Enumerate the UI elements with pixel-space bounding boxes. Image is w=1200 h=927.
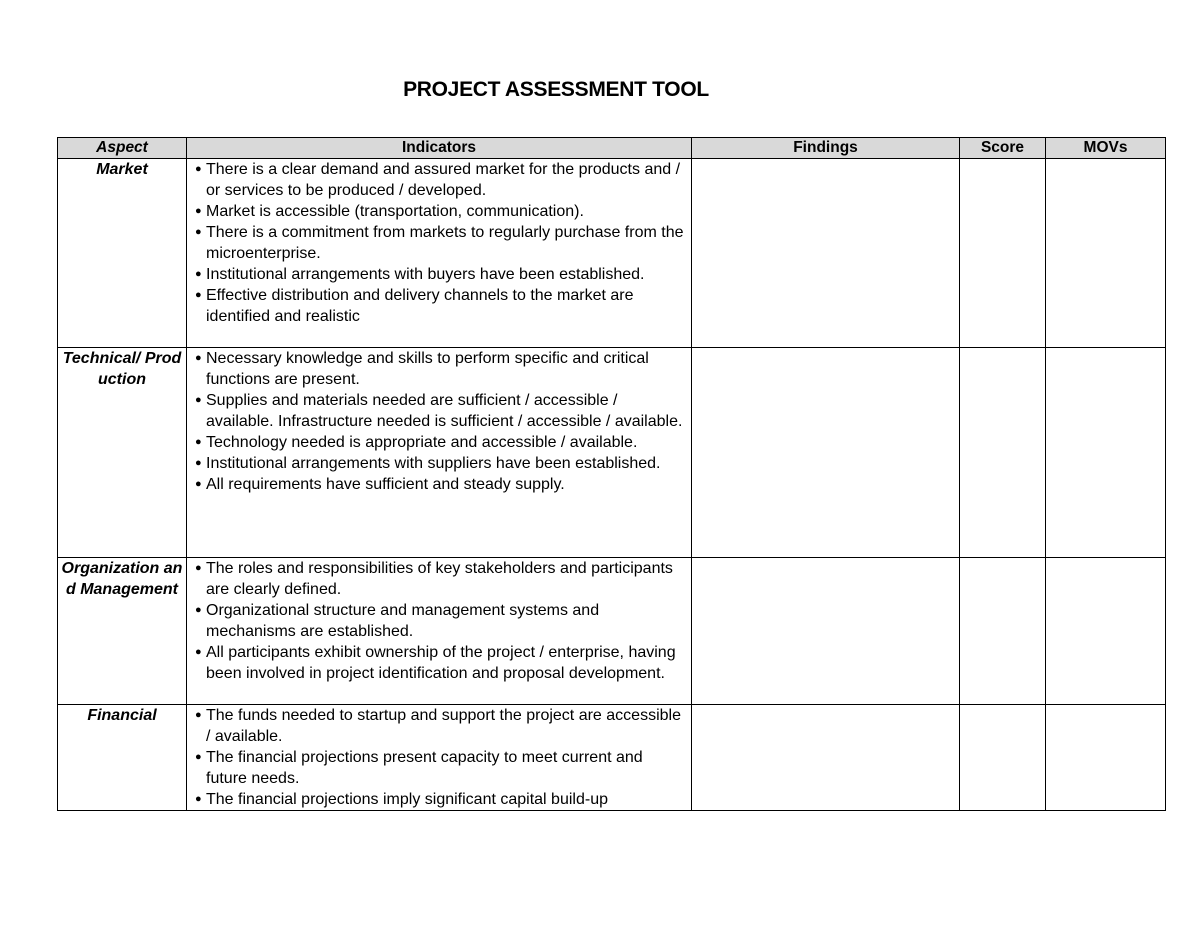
bullet-icon: ●: [195, 751, 202, 763]
aspect-cell: Market: [58, 159, 187, 348]
movs-cell: [1046, 159, 1166, 348]
header-aspect: Aspect: [58, 138, 187, 159]
bullet-icon: ●: [195, 268, 202, 280]
indicator-item: ● All participants exhibit ownership of the project / enterprise, having been involved in project identification and proposal development.: [195, 644, 676, 682]
indicator-item: ● Institutional arrangements with buyers have been established.: [195, 266, 645, 283]
movs-cell: [1046, 558, 1166, 705]
indicator-item: ● All requirements have sufficient and steady supply.: [195, 476, 565, 493]
indicator-item: ● Supplies and materials needed are sufficient / accessible / available. Infrastructure needed is sufficient / accessible / available.: [195, 392, 683, 430]
findings-cell: [692, 558, 960, 705]
indicators-cell: [187, 159, 692, 348]
indicators-cell: [187, 348, 692, 558]
findings-cell: [692, 348, 960, 558]
score-cell: [960, 558, 1046, 705]
bullet-icon: ●: [195, 604, 202, 616]
header-score: Score: [960, 138, 1046, 159]
movs-cell: [1046, 705, 1166, 811]
indicator-item: ● Technology needed is appropriate and accessible / available.: [195, 434, 638, 451]
score-cell: [960, 348, 1046, 558]
document-title: PROJECT ASSESSMENT TOOL: [403, 78, 709, 101]
table-row-market: [58, 159, 1166, 348]
bullet-icon: ●: [195, 562, 202, 574]
indicators-cell: [187, 705, 692, 811]
header-findings: Findings: [692, 138, 960, 159]
indicator-item: ● The roles and responsibilities of key stakeholders and participants are clearly defined.: [195, 560, 673, 598]
indicator-item: ● The funds needed to startup and support the project are accessible / available.: [195, 707, 681, 745]
bullet-icon: ●: [195, 205, 202, 217]
findings-cell: [692, 705, 960, 811]
bullet-icon: ●: [195, 709, 202, 721]
assessment-table: [57, 137, 1166, 811]
table-header-row: [58, 138, 1166, 159]
table-row-organization: [58, 558, 1166, 705]
header-indicators: Indicators: [187, 138, 692, 159]
aspect-cell: Technical/ Production: [58, 348, 187, 558]
bullet-icon: ●: [195, 352, 202, 364]
bullet-icon: ●: [195, 226, 202, 238]
aspect-cell: Organization and Management: [58, 558, 187, 705]
indicator-item: ● Organizational structure and management systems and mechanisms are established.: [195, 602, 600, 640]
score-cell: [960, 705, 1046, 811]
indicator-item: ● The financial projections present capacity to meet current and future needs.: [195, 749, 643, 787]
indicator-item: ● Institutional arrangements with suppliers have been established.: [195, 455, 661, 472]
bullet-icon: ●: [195, 163, 202, 175]
indicators-cell: [187, 558, 692, 705]
indicator-item: ● Effective distribution and delivery channels to the market are identified and realistic: [195, 287, 634, 325]
indicator-item: ● There is a commitment from markets to regularly purchase from the microenterprise.: [195, 224, 684, 262]
indicator-item: ● Necessary knowledge and skills to perform specific and critical functions are present.: [195, 350, 649, 388]
bullet-icon: ●: [195, 646, 202, 658]
bullet-icon: ●: [195, 436, 202, 448]
table-row-technical: [58, 348, 1166, 558]
findings-cell: [692, 159, 960, 348]
bullet-icon: ●: [195, 289, 202, 301]
header-movs: MOVs: [1046, 138, 1166, 159]
movs-cell: [1046, 348, 1166, 558]
indicator-item: ● There is a clear demand and assured market for the products and / or services to be produced / developed.: [195, 161, 681, 199]
indicator-item: ● Market is accessible (transportation, communication).: [195, 203, 584, 220]
score-cell: [960, 159, 1046, 348]
bullet-icon: ●: [195, 793, 202, 805]
indicator-item: ● The financial projections imply significant capital build-up: [195, 791, 608, 808]
bullet-icon: ●: [195, 394, 202, 406]
bullet-icon: ●: [195, 478, 202, 490]
aspect-cell: Financial: [58, 705, 187, 811]
table-row-financial: [58, 705, 1166, 811]
bullet-icon: ●: [195, 457, 202, 469]
